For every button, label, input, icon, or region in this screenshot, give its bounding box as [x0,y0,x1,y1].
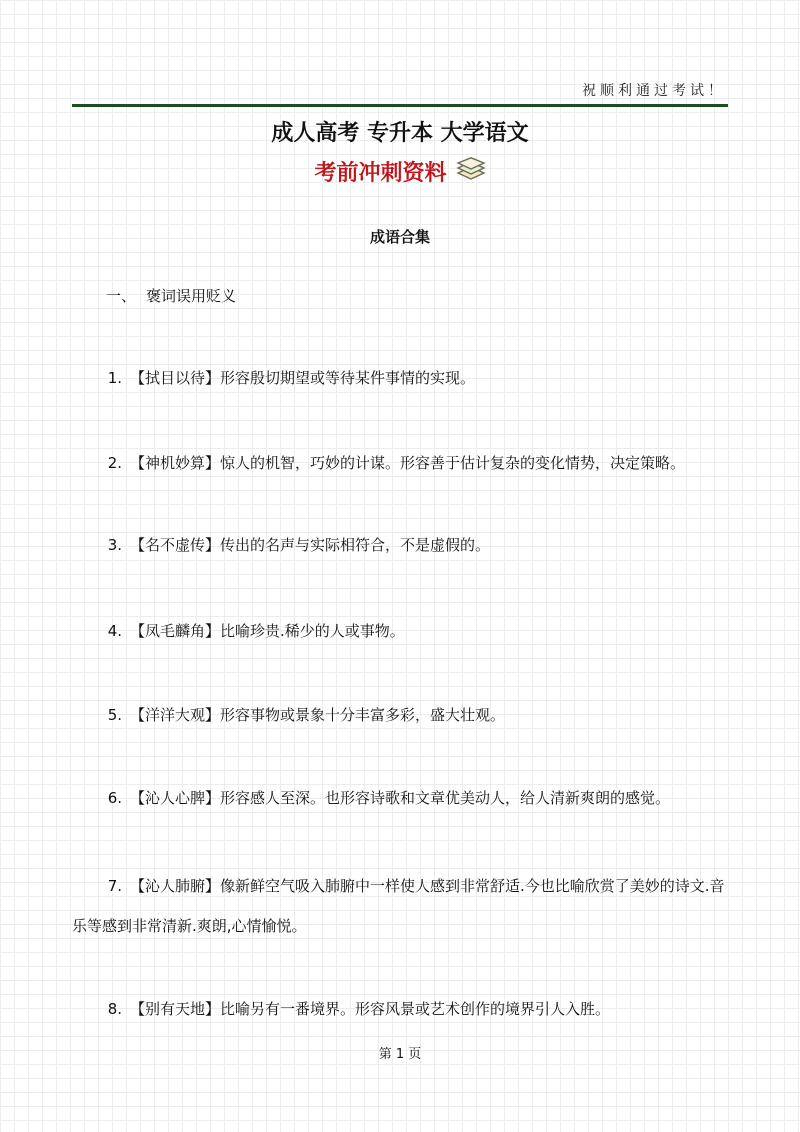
page-number: 第 1 页 [378,1047,422,1062]
item-text: 【拭目以待】形容殷切期望或等待某件事情的实现。 [130,369,476,387]
document-title: 成人高考 专升本 大学语文 [271,121,529,146]
idiom-item [72,991,732,1027]
heading-text: 褒词误用贬义 [146,287,237,305]
item-number: 2. [107,454,122,472]
idiom-item [72,697,732,733]
item-number: 4. [107,622,122,640]
idiom-item [72,780,732,816]
header-slogan: 祝顺利通过考试！ [582,83,726,99]
heading-number: 一、 [106,287,137,305]
item-number: 1. [107,369,122,387]
item-text: 【别有天地】比喻另有一番境界。形容风景或艺术创作的境界引人入胜。 [130,1000,611,1018]
item-number: 5. [107,706,122,724]
category-heading [106,285,236,306]
item-text: 【神机妙算】惊人的机智，巧妙的计谋。形容善于估计复杂的变化情势，决定策略。 [130,454,686,472]
item-text: 【沁人心脾】形容感人至深。也形容诗歌和文章优美动人，给人清新爽朗的感觉。 [130,789,671,807]
idiom-item [72,527,732,563]
item-number: 6. [107,789,122,807]
header-divider [72,104,728,107]
section-title: 成语合集 [369,228,430,246]
document-subtitle: 考前冲刺资料 [314,161,447,186]
subtitle-row [0,156,800,187]
item-number: 8. [107,1000,122,1018]
item-text: 【凤毛麟角】比喻珍贵.稀少的人或事物。 [130,622,405,640]
idiom-item [72,360,732,396]
item-number: 3. [107,536,122,554]
item-number: 7. [107,877,122,895]
item-text: 【洋洋大观】形容事物或景象十分丰富多彩，盛大壮观。 [130,706,506,724]
idiom-item [72,866,732,946]
idiom-item [72,613,732,649]
item-text: 【沁人肺腑】像新鲜空气吸入肺腑中一样使人感到非常舒适.今也比喻欣赏了美妙的诗文.音乐等感到非常清新.爽朗,心情愉悦。 [72,877,725,935]
item-text: 【名不虚传】传出的名声与实际相符合，不是虚假的。 [130,536,491,554]
stacked-books-icon [456,157,486,187]
idiom-item [72,445,732,481]
